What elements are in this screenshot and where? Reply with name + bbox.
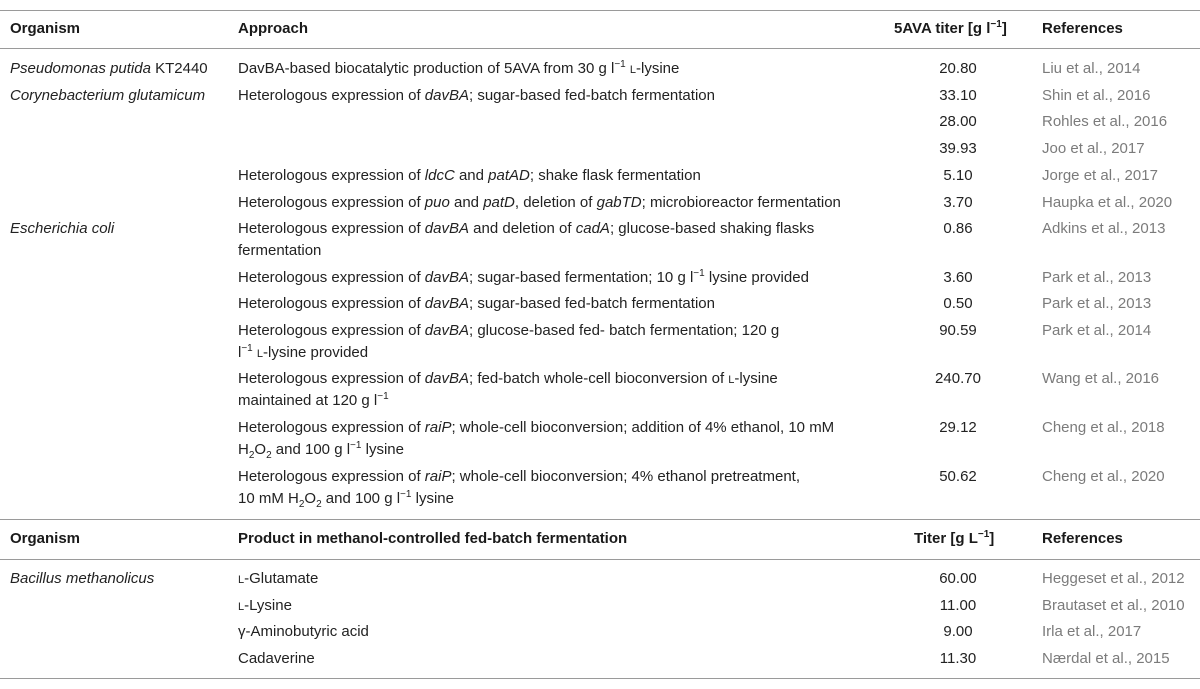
row-reference: Brautaset et al., 2010 [1042,597,1185,614]
row-product: Cadaverine [238,650,315,667]
header-titer: 5AVA titer [g $l^{-1}$] [894,19,1007,37]
row-reference: Heggeset et al., 2012 [1042,570,1185,587]
row-reference: Park et al., 2013 [1042,269,1152,286]
row-approach-line2: maintained at 120 g $l^{-1}$ [238,391,389,409]
row-approach-line2: fermentation [238,242,322,259]
row-reference: Shin et al., 2016 [1042,87,1151,104]
row-titer: 0.50 [943,295,973,312]
row-approach: Heterologous expression of davBA; sugar-based fed-batch fermentation [238,87,715,104]
row-titer: 50.62 [939,468,977,485]
header2-rule [0,559,1200,560]
row-approach: Heterologous expression of davBA; sugar-based fermentation; 10 g $l^{-1}$ lysine provided [238,268,809,286]
row-titer: 9.00 [943,623,973,640]
header2-titer: Titer [g $L^{-1}$] [914,529,995,547]
row-approach: Heterologous expression of raiP; whole-cell bioconversion; 4% ethanol pretreatment, [238,468,800,485]
row-titer: 3.60 [943,269,973,286]
row-approach: Heterologous expression of davBA and deletion of cadA; glucose-based shaking flasks [238,220,815,237]
row-titer: 39.93 [939,140,977,157]
row-reference: Nærdal et al., 2015 [1042,650,1170,667]
row-titer: 11.00 [939,597,977,614]
row-approach: Heterologous expression of davBA; glucose-based fed- batch fermentation; 120 g [238,322,780,339]
row-reference: Rohles et al., 2016 [1042,113,1168,130]
row-titer: 3.70 [943,194,973,211]
header2-references: References [1042,530,1123,547]
row-titer: 90.59 [939,322,977,339]
row-reference: Park et al., 2013 [1042,295,1152,312]
row-titer: 11.30 [939,650,977,667]
row-titer: 5.10 [943,167,973,184]
row-organism: Pseudomonas putida KT2440 [10,60,208,77]
row-approach-line2: $l^{-1}$ l-lysine provided [238,343,369,361]
row-reference: Irla et al., 2017 [1042,623,1142,640]
header-approach: Approach [238,20,309,37]
row-approach: Heterologous expression of ldcC and patAD; shake flask fermentation [238,167,701,184]
top-rule [0,10,1200,11]
row-reference: Park et al., 2014 [1042,322,1152,339]
row-approach-line2: $H_2O_2$ and 100 g $l^{-1}$ lysine [238,440,404,461]
row-reference: Liu et al., 2014 [1042,60,1141,77]
row-titer: 60.00 [939,570,977,587]
row-organism: Escherichia coli [10,220,115,237]
row-titer: 33.10 [939,87,977,104]
row-titer: 28.00 [939,113,977,130]
row-product: γ-Aminobutyric acid [238,623,369,640]
header2-product: Product in methanol-controlled fed-batch fermentation [238,530,628,547]
header-rule [0,48,1200,49]
row-reference: Haupka et al., 2020 [1042,194,1173,211]
row-titer: 29.12 [939,419,977,436]
row-approach: Heterologous expression of raiP; whole-cell bioconversion; addition of 4% ethanol, 10 mM [238,419,835,436]
bottom-rule [0,678,1200,679]
row-titer: 0.86 [943,220,973,237]
row-reference: Adkins et al., 2013 [1042,220,1166,237]
header-references: References [1042,20,1123,37]
row-reference: Wang et al., 2016 [1042,370,1160,387]
row-approach: Heterologous expression of davBA; fed-batch whole-cell bioconversion of l-lysine [238,370,778,387]
row-approach: DavBA-based biocatalytic production of 5AVA from 30 g $l^{-1}$ l-lysine [238,59,680,77]
row-titer: 240.70 [935,370,981,387]
row-titer: 20.80 [939,60,977,77]
row-organism: Corynebacterium glutamicum [10,87,206,104]
row-reference: Cheng et al., 2018 [1042,419,1165,436]
row-reference: Cheng et al., 2020 [1042,468,1165,485]
section-rule [0,519,1200,520]
row-product: l-Glutamate [238,570,319,587]
row-organism: Bacillus methanolicus [10,570,155,587]
row-product: l-Lysine [238,597,292,614]
row-approach: Heterologous expression of puo and patD, deletion of gabTD; microbioreactor fermentation [238,194,841,211]
header2-organism: Organism [10,530,81,547]
row-approach-line2: 10 mM $H_2O_2$ and 100 g $l^{-1}$ lysine [238,489,454,510]
row-reference: Jorge et al., 2017 [1042,167,1158,184]
row-approach: Heterologous expression of davBA; sugar-based fed-batch fermentation [238,295,715,312]
row-reference: Joo et al., 2017 [1042,140,1145,157]
header-organism: Organism [10,20,81,37]
